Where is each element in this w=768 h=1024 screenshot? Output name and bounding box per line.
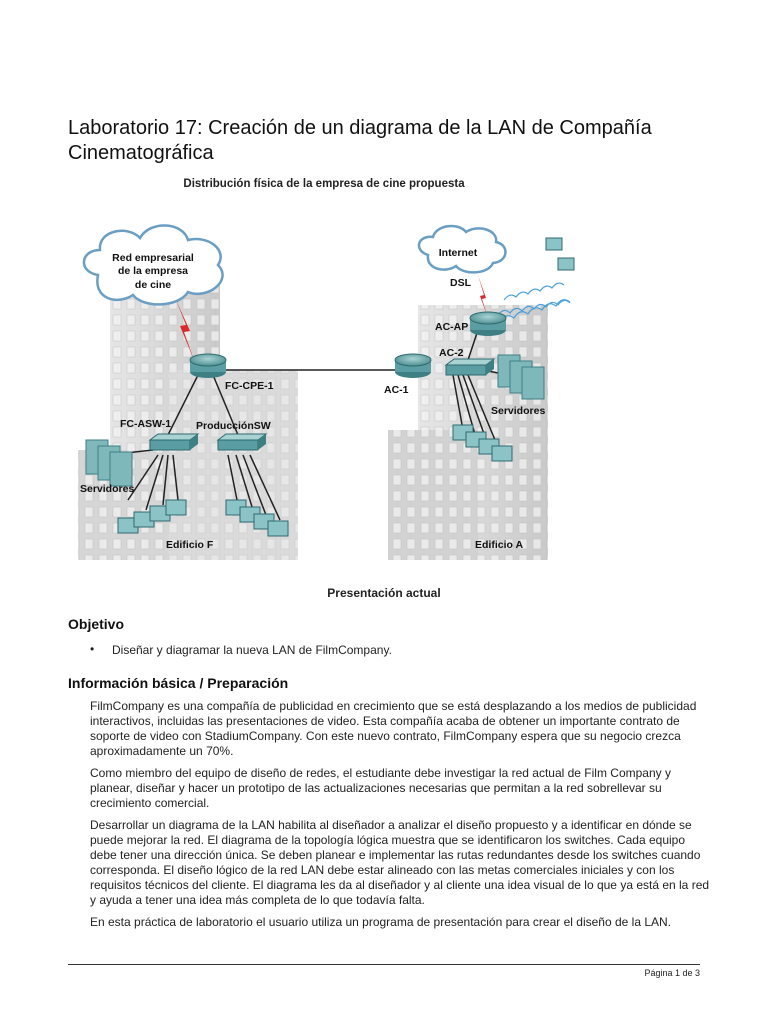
diagram-title bbox=[0, 178, 768, 190]
section-heading-info: Información básica / Preparación bbox=[68, 675, 289, 691]
label-edificio-f: Edificio F bbox=[166, 539, 214, 551]
cloud-left-label-1: Red empresarial bbox=[112, 252, 194, 264]
cloud-left-label-2: de la empresa bbox=[117, 265, 189, 277]
label-ac-2: AC-2 bbox=[439, 347, 464, 359]
paragraph-2: Como miembro del equipo de diseño de redes, el estudiante debe investigar la red actual de Film Company y planear, diseñar y hacer un prototipo de las actualizaciones necesarias que permitan a la red sobrellevar su crecimiento comercial. bbox=[90, 766, 671, 810]
switch-ac-2-icon bbox=[446, 359, 494, 375]
label-produccion-sw: ProducciónSW bbox=[196, 420, 271, 432]
switch-fc-asw-icon bbox=[150, 434, 198, 450]
figure-caption-text: Presentación actual bbox=[327, 586, 441, 600]
section-heading-objetivo: Objetivo bbox=[68, 616, 125, 632]
figure-caption bbox=[0, 586, 768, 600]
footer-divider bbox=[68, 964, 700, 965]
paragraph-3: Desarrollar un diagrama de la LAN habilita al diseñador a analizar el diseño propuesto y a identificar en dónde se puede mejorar la red. El diagrama de la topología lógica muestra que se identificaron los switches. Cada equipo debe tener una dirección única. Se deben planear e implementar las rutas redundantes desde los switches cuando corresponda. El diseño lógico de la red LAN debe estar alineado con las metas comerciales iniciales y con los requisitos técnicos del cliente. El diagrama les da al diseñador y al cliente una idea visual de lo que ya está en la red y ayuda a tener una idea más completa de lo que todavía falta. bbox=[90, 818, 710, 907]
objetivo-bullet: • Diseñar y diagramar la nueva LAN de FilmCompany. bbox=[112, 643, 392, 657]
page-number: Página 1 de 3 bbox=[644, 968, 700, 978]
label-edificio-a: Edificio A bbox=[475, 539, 524, 551]
router-ac-1-icon bbox=[395, 354, 431, 378]
paragraph-1: FilmCompany es una compañía de publicidad en crecimiento que se está desplazando a los medios de publicidad interactivos, incluidas las presentaciones de video. Esta compañía acaba de obtener un importante contrato de soporte de video con StadiumCompany. Con este nuevo contrato, FilmCompany espera que su negocio crezca aproximadamente un 70%. bbox=[90, 699, 697, 758]
label-dsl: DSL bbox=[450, 277, 471, 289]
label-servidores-left: Servidores bbox=[80, 483, 135, 495]
label-fc-cpe: FC-CPE-1 bbox=[225, 380, 274, 392]
label-ac-ap: AC-AP bbox=[435, 321, 469, 333]
cloud-left-label-3: de cine bbox=[134, 279, 172, 291]
paragraph-4: En esta práctica de laboratorio el usuario utiliza un programa de presentación para crear el diseño de la LAN. bbox=[90, 915, 672, 929]
wireless-clients-icon bbox=[546, 238, 574, 270]
access-point-ac-ap-icon bbox=[470, 312, 506, 336]
switch-produccion-icon bbox=[218, 434, 266, 450]
network-diagram bbox=[68, 200, 638, 580]
router-fc-cpe-icon bbox=[190, 354, 226, 378]
page-title: Laboratorio 17: Creación de un diagrama de la LAN de Compañía Cinematográfica bbox=[68, 117, 652, 164]
diagram-title-text: Distribución física de la empresa de cine propuesta bbox=[183, 178, 465, 190]
label-fc-asw: FC-ASW-1 bbox=[120, 418, 172, 430]
label-servidores-right: Servidores bbox=[491, 405, 546, 417]
cloud-internet-label: Internet bbox=[438, 247, 478, 259]
label-ac-1: AC-1 bbox=[384, 384, 409, 396]
